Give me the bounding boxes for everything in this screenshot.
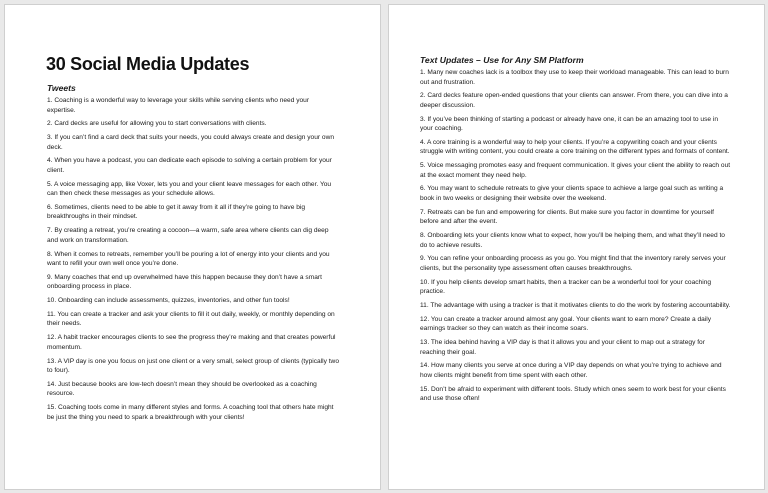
text-update-item: 9. You can refine your onboarding process as you go. You might find that the inventory rarely serves your clients, but the personality type assessment often causes breakthroughs. [420,255,726,272]
text-update-item: 3. If you’ve been thinking of starting a podcast or already have one, it can be an amazing tool to use in your coaching. [420,115,719,133]
text-update-item: 7. Retreats can be fun and empowering for clients. But make sure you factor in downtime for yourself before and after the event. [420,208,714,226]
text-update-item: 6. You may want to schedule retreats to give your clients space to achieve a large goal such as writing a book in two weeks or designing their website over the weekend. [420,185,724,202]
tweet-item: 2. Card decks are useful for allowing you to start conversations with clients. [47,120,267,128]
tweet-item: 4. When you have a podcast, you can dedicate each episode to solving a certain problem for your client. [47,157,332,174]
text-update-item: 15. Don’t be afraid to experiment with different tools. Study which ones seem to work best for your clients and use those often! [420,385,726,403]
tweet-item: 10. Onboarding can include assessments, quizzes, inventories, and other fun tools! [47,297,290,305]
text-update-item: 5. Voice messaging promotes easy and frequent communication. It gives your client the ability to reach out at the exact moment they need help. [420,162,731,179]
document-title: 30 Social Media Updates [46,54,250,74]
tweet-item: 1. Coaching is a wonderful way to leverage your skills while serving clients who need your expertise. [47,97,310,114]
tweet-item: 5. A voice messaging app, like Voxer, lets you and your client leave messages for each other. You can then check these messages as your schedule allows. [47,180,332,198]
text-update-item: 14. How many clients you serve at once during a VIP day depends on what you’re trying to achieve and how clients might benefit from time spent with each other. [420,362,722,379]
section-heading-text-updates: Text Updates – Use for Any SM Platform [420,55,584,65]
tweet-item: 14. Just because books are low-tech doesn’t mean they should be overlooked as a coaching resource. [47,380,317,398]
document-page-right [388,4,765,490]
text-updates-list [420,68,732,408]
text-update-item: 12. You can create a tracker around almost any goal. Your clients want to earn more? Create a daily earnings tracker so they can watch as their income soars. [420,315,712,333]
text-update-item: 11. The advantage with using a tracker is that it motivates clients to do the work by fostering accountability. [420,301,731,309]
tweet-item: 15. Coaching tools come in many different styles and forms. A coaching tool that others hate might be just the thing you need to spark a breakthrough with your clients! [47,404,334,421]
text-update-item: 4. A core training is a wonderful way to help your clients. If you’re a copywriting coach and your clients struggle with writing content, you could create a core training on the different types and formats of content. [420,138,730,156]
tweet-item: 3. If you can’t find a card deck that suits your needs, you could always create and design your own deck. [47,134,334,151]
text-update-item: 13. The idea behind having a VIP day is that it allows you and your client to map out a strategy for reaching their goal. [420,339,705,356]
section-heading-tweets: Tweets [47,83,76,93]
text-update-item: 10. If you help clients develop smart habits, then a tracker can be a wonderful tool for your coaching practice. [420,278,712,296]
tweet-item: 13. A VIP day is one you focus on just one client or a very small, select group of clients (typically two to four). [47,357,339,375]
text-update-item: 2. Card decks feature open-ended questions that your clients can answer. From there, you can dive into a deeper discussion. [420,92,728,109]
text-update-item: 1. Many new coaches lack is a toolbox they use to keep their workload manageable. This can lead to burn out and frustration. [420,69,729,86]
tweet-item: 11. You can create a tracker and ask your clients to fill it out daily, weekly, or monthly depending on their needs. [47,310,335,328]
text-update-item: 8. Onboarding lets your clients know what to expect, how you’ll be helping them, and what they’ll need to do to achieve results. [420,232,725,249]
tweet-item: 8. When it comes to retreats, remember you’ll be pouring a lot of energy into your clients and you want to refill your own well once you’re done. [47,250,330,268]
tweet-item: 6. Sometimes, clients need to be able to get it away from it all if they’re going to have big breakthroughs in their mindset. [47,203,306,221]
document-page-left [4,4,381,490]
tweets-list [47,96,339,426]
tweet-item: 7. By creating a retreat, you’re creating a cocoon—a warm, safe area where clients can dig deep and work on transformation. [47,227,329,244]
tweet-item: 12. A habit tracker encourages clients to see the progress they’re making and that creates powerful momentum. [47,334,336,351]
tweet-item: 9. Many coaches that end up overwhelmed have this happen because they don’t have a smart onboarding process in place. [47,273,322,291]
